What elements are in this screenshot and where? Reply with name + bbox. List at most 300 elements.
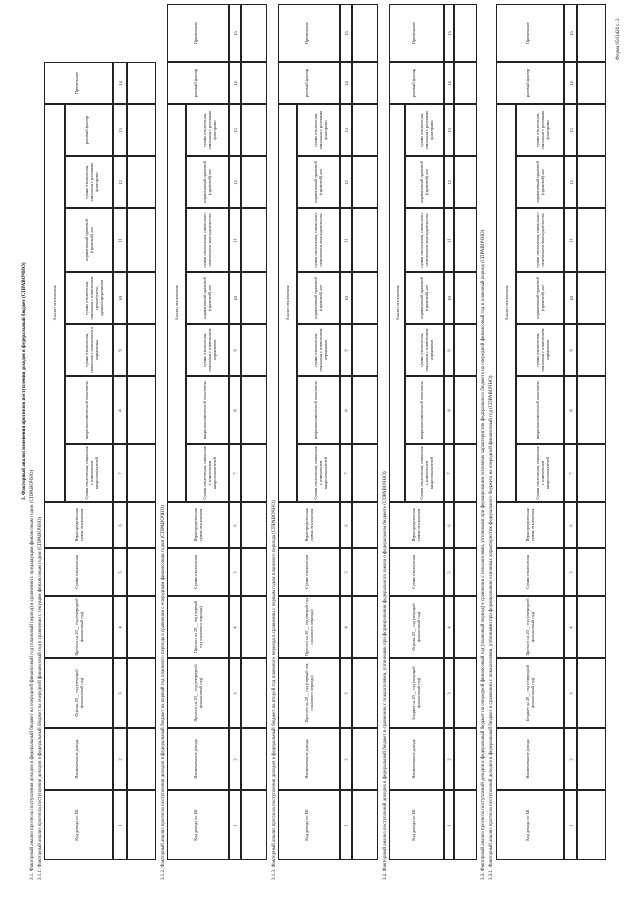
data-cell[interactable] [577,658,606,728]
column-header-label: Код дохода по БК [73,809,79,841]
data-cell[interactable] [454,444,477,502]
column-number-cell [564,324,577,376]
data-cell[interactable] [352,548,378,596]
column-number: 4 [232,625,238,629]
data-cell[interactable] [241,156,267,208]
column-number: 14 [232,80,238,86]
column-number: 11 [446,237,452,243]
data-cell[interactable] [577,62,606,104]
column-number-cell [340,4,352,62]
data-cell[interactable] [127,104,156,156]
column-number-cell [229,104,241,156]
column-number-cell [340,104,352,156]
column-number-cell [444,548,455,596]
section-title: 3.1.3. Факторный анализ прогноза поступления доходов в федеральный бюджет на второй год планового периода в сравнении с первым годом планового периода (СПРАВОЧНО) [272,500,277,880]
column-number-cell [229,4,241,62]
column-number-cell [340,324,352,376]
column-number: 3 [446,691,452,695]
column-header [278,4,340,62]
column-number-cell [229,272,241,324]
column-header-label: Нераспределенная сумма отклонения [73,508,84,542]
column-header-label: Сумма отклонения [411,555,417,589]
data-cell[interactable] [352,728,378,790]
data-cell[interactable] [127,62,156,104]
data-cell[interactable] [352,62,378,104]
column-header-label: Бюджет на 20__ год (очередной финансовый год) [525,664,536,722]
column-header-label: Оценка 20__ год (текущий финансовый год) [73,669,84,717]
column-number-cell [340,790,352,860]
data-cell[interactable] [127,376,156,444]
column-header-label: нормативный правовой (правовой) акт [535,161,546,203]
column-number-cell [340,548,352,596]
column-number-cell [113,790,126,860]
column-number-cell [113,502,126,548]
data-cell[interactable] [577,4,606,62]
data-cell[interactable] [454,272,477,324]
column-header [167,4,229,62]
data-cell[interactable] [241,596,267,658]
column-number: 9 [343,348,349,352]
column-header [278,548,340,596]
data-cell[interactable] [577,790,606,860]
column-number-cell [444,156,455,208]
column-number: 3 [343,691,349,695]
data-cell[interactable] [454,104,477,156]
column-header [496,4,564,62]
column-number-cell [444,62,455,104]
column-header-label: Прогноз на 20__ год (очередной финансовый год) [73,598,84,656]
data-cell[interactable] [127,156,156,208]
column-header-label: разовый фактор [525,68,531,98]
column-header-label: Код дохода по БК [304,809,309,841]
column-number-cell [113,444,126,502]
column-number: 3 [232,691,238,695]
data-cell[interactable] [454,376,477,444]
column-number: 3 [117,691,123,695]
column-number: 14 [446,80,452,86]
data-cell[interactable] [352,104,378,156]
column-number: 14 [343,80,349,86]
column-number: 6 [117,523,123,527]
column-number: 1 [568,823,574,827]
column-number: 11 [232,237,238,243]
column-header-label: макроэкономический показатель [313,380,319,440]
column-number-cell [340,444,352,502]
column-number: 7 [568,471,574,475]
column-number-cell [229,376,241,444]
column-header-label: Нераспределенная сумма отклонения [525,508,536,542]
column-number: 5 [568,570,574,574]
column-header-label: сумма отклонения, связанная с разовыми факторами [419,110,435,150]
data-cell[interactable] [577,156,606,208]
column-number-cell [229,62,241,104]
column-number-cell [113,324,126,376]
column-header-label: Бюджет на 20__ год (текущий финансовый год) [411,666,422,720]
column-number-cell [113,208,126,272]
column-header [167,790,229,860]
column-number: 4 [568,625,574,629]
data-cell[interactable] [241,790,267,860]
column-number: 13 [568,127,574,133]
data-cell[interactable] [454,502,477,548]
column-header-label: Код дохода по БК [525,809,531,841]
column-header-label: макроэкономический показатель [535,380,541,440]
section-subtitle: 3.3.1. Факторный анализ прогноза поступлений доходов в федеральный бюджет в сравнении с показателями, учтенными при формировании основных характеристик федерального бюджета на очередной финансовый год (СПРАВОЧНО) [489,375,494,880]
column-number-cell [113,596,126,658]
column-number: 6 [343,523,349,527]
column-number: 10 [568,295,574,301]
column-number-cell [564,502,577,548]
data-cell[interactable] [241,62,267,104]
column-header-label: Сумма отклонения [193,555,198,589]
column-number: 5 [343,570,349,574]
column-number: 8 [568,408,574,412]
column-number: 1 [446,823,452,827]
column-number: 5 [446,570,452,574]
column-number: 10 [232,295,238,301]
column-number: 9 [117,348,123,352]
section-subtitle: 3.1.1. Факторный анализ прогноза поступления доходов в федеральный бюджет на очередной финансовый год в сравнении с текущим финансовым годом (СПРАВОЧНО) [38,516,43,880]
column-header-label: разовый фактор [84,115,90,145]
column-header [405,376,443,444]
group-header-label: Анализ отклонения [174,285,180,321]
data-cell[interactable] [454,596,477,658]
data-cell[interactable] [352,324,378,376]
column-header-label: Прогноз на 20__ год (первый год планового периода) [304,663,314,723]
column-number-cell [340,208,352,272]
column-number-cell [340,376,352,444]
data-cell[interactable] [454,4,477,62]
column-header-label: Прогноз на 20__ год (первый год планового периода) [193,601,203,653]
column-header-label: разовый фактор [193,68,198,98]
column-number-cell [444,790,455,860]
data-cell[interactable] [577,728,606,790]
data-cell[interactable] [577,104,606,156]
data-cell[interactable] [127,272,156,324]
group-header-label: Анализ отклонения [285,285,291,321]
column-header-label: Наименование дохода [411,739,417,779]
column-number-cell [340,156,352,208]
section-title: 3.1. Факторный анализ прогноза поступления доходов в федеральный бюджет на очередной финансовый год (плановый период) в сравнении с предыдущим финансовым годом (СПРАВОЧНО) [30,469,35,880]
column-header-label: сумма отклонения, связанная с изменением законодательства [313,212,324,268]
column-header [496,728,564,790]
column-number: 11 [343,237,349,243]
column-number: 1 [117,823,123,827]
data-cell[interactable] [241,104,267,156]
column-number: 8 [343,408,349,412]
column-header-label: макроэкономический показатель [202,380,208,440]
data-cell[interactable] [454,658,477,728]
column-number: 8 [117,408,123,412]
data-cell[interactable] [352,658,378,728]
data-cell[interactable] [352,4,378,62]
column-header [65,104,114,156]
column-header-label: сумма отклонения, связанная с изменением сроков/учета, администрирования [84,276,105,320]
column-header-label: Сумма отклонения, связанная с изменением макропоказателей [535,446,551,500]
column-number-cell [444,4,455,62]
column-header [65,376,114,444]
column-header-label: Нераспределенная сумма отклонения [411,508,422,542]
column-number-cell [340,62,352,104]
column-header-label: сумма отклонения, связанная с изменением законодательства [202,212,213,268]
column-header [516,376,564,444]
column-header [186,376,229,444]
data-cell[interactable] [577,376,606,444]
column-header [389,62,444,104]
column-header-label: Нераспределенная сумма отклонения [304,508,314,542]
column-header-label: сумма отклонения, связанная с разовыми факторами [535,110,551,150]
column-header-label: Сумма отклонения [525,555,531,589]
column-header-label: Наименование дохода [525,739,531,779]
column-number-cell [229,502,241,548]
data-cell[interactable] [577,208,606,272]
column-header [278,62,340,104]
column-number: 14 [568,80,574,86]
column-header-label: сумма отклонения, связанная с разовыми факторами [313,110,329,150]
column-header-label: сумма отклонения, связанная с изменением нормативов [313,328,329,372]
column-number-cell [340,272,352,324]
column-number-cell [564,104,577,156]
column-number-cell [444,104,455,156]
data-cell[interactable] [127,658,156,728]
data-cell[interactable] [352,790,378,860]
column-number: 8 [232,408,238,412]
column-header [496,548,564,596]
column-header-label: разовый фактор [411,68,417,98]
column-number: 9 [232,348,238,352]
group-header-label: Анализ отклонения [52,285,58,321]
data-cell[interactable] [352,156,378,208]
column-header-label: сумма отклонения, связанная с изменением законодательства [419,212,430,268]
column-number-cell [444,658,455,728]
column-number-cell [229,790,241,860]
column-header [278,790,340,860]
column-number-cell [564,596,577,658]
column-number: 8 [446,408,452,412]
section-title: 3.3. Факторный анализ прогноза поступлений доходов в федеральный бюджет на очередной финансовый год (плановый период) в сравнении с показателями, учтенными при формировании основных характеристик федерального бюджета на очередной финансовый год и плановый период (СПРАВОЧНО) [481,229,486,880]
form-label: Форма 0503426 с. 2 [616,18,621,60]
column-header-label: Прогноз на 20__ год (второй год планового периода) [304,598,314,656]
column-header-label: сумма отклонения, связанная с изменением законодательства [535,212,546,268]
column-number: 11 [568,237,574,243]
data-cell[interactable] [352,376,378,444]
column-number: 7 [117,471,123,475]
column-number: 2 [568,757,574,761]
column-number: 1 [343,823,349,827]
column-header-label: сумма отклонения, связанная с изменением в нормативах [84,327,100,373]
column-number: 12 [568,179,574,185]
column-header-label: нормативный правовой (правовой) акт [419,161,430,203]
data-cell[interactable] [454,208,477,272]
column-number-cell [564,790,577,860]
column-number-cell [113,728,126,790]
data-cell[interactable] [577,272,606,324]
column-number-cell [229,208,241,272]
column-number: 13 [232,127,238,133]
column-number: 7 [343,471,349,475]
column-number-cell [564,376,577,444]
data-cell[interactable] [454,790,477,860]
column-number-cell [444,376,455,444]
column-header-label: Наименование дохода [304,739,309,779]
column-number-cell [444,444,455,502]
column-header [389,790,444,860]
data-cell[interactable] [241,4,267,62]
column-header-label: Прогноз на 20__ год (очередной финансовый год) [525,598,536,656]
data-cell[interactable] [241,444,267,502]
column-number: 12 [117,179,123,185]
column-number: 6 [446,523,452,527]
column-number: 12 [446,179,452,185]
column-number: 5 [232,570,238,574]
column-header-label: нормативный правовой (правовой) акт [535,277,546,319]
data-cell[interactable] [241,208,267,272]
column-number-cell [229,548,241,596]
data-cell[interactable] [454,548,477,596]
data-cell[interactable] [127,502,156,548]
column-number: 1 [232,823,238,827]
column-header [297,376,340,444]
column-header-label: нормативный правовой (правовой) акт [202,161,213,203]
column-number: 7 [446,471,452,475]
column-header-label: сумма отклонения, связанная с разовыми факторами [202,110,218,150]
data-cell[interactable] [241,502,267,548]
column-header-label: Примечание [525,21,531,45]
column-number: 15 [446,30,452,36]
column-number: 10 [117,295,123,301]
column-header [167,728,229,790]
column-number: 2 [117,757,123,761]
data-cell[interactable] [352,208,378,272]
column-header-label: Сумма отклонения, связанная с изменением макропоказателей [419,446,435,500]
column-number-cell [444,502,455,548]
data-cell[interactable] [577,596,606,658]
data-cell[interactable] [127,444,156,502]
column-header-label: сумма отклонения, связанная с изменением нормативов [535,328,551,372]
column-number: 4 [446,625,452,629]
column-number-cell [564,156,577,208]
data-cell[interactable] [577,548,606,596]
data-cell[interactable] [352,596,378,658]
column-number-cell [113,104,126,156]
column-number: 15 [343,30,349,36]
column-number-cell [564,62,577,104]
column-header-label: макроэкономический показатель [84,380,90,440]
data-cell[interactable] [241,728,267,790]
data-cell[interactable] [454,62,477,104]
column-number-cell [229,728,241,790]
column-number: 9 [446,348,452,352]
section-title: 3.2. Факторный анализ поступлений доходов в федеральный бюджет в сравнении с показателями, учтенными при формировании федерального закона о федеральном бюджете (СПРАВОЧНО) [383,471,388,880]
data-cell[interactable] [241,548,267,596]
column-header-label: разовый фактор [304,68,309,98]
data-cell[interactable] [127,790,156,860]
column-header-label: нормативный правовой (правовой) акт [313,277,324,319]
column-header-label: нормативный правовой (правовой) акт [419,277,430,319]
column-number: 10 [446,295,452,301]
column-number-cell [340,658,352,728]
data-cell[interactable] [454,728,477,790]
column-header [496,790,564,860]
data-cell[interactable] [241,658,267,728]
data-cell[interactable] [127,324,156,376]
column-header-label: Нераспределенная сумма отклонения [193,508,203,542]
column-number: 2 [446,757,452,761]
column-number: 13 [343,127,349,133]
column-number: 11 [117,237,123,243]
group-header-label: Анализ отклонения [504,285,510,321]
data-cell[interactable] [241,324,267,376]
column-number-cell [340,728,352,790]
column-header-label: Сумма отклонения [304,555,309,589]
column-number-cell [229,324,241,376]
column-header-label: Сумма отклонения, связанная с изменением макропоказателей [84,446,100,500]
column-number-cell [444,324,455,376]
column-number-cell [564,4,577,62]
data-cell[interactable] [352,272,378,324]
section3-title: 3. Факторный анализ изменения прогнозов поступления доходов в федеральный бюджет (СПРАВОЧНО) [22,262,27,500]
data-cell[interactable] [577,502,606,548]
column-number: 9 [568,348,574,352]
column-header-label: Сумма отклонения, связанная с изменением макропоказателей [202,446,218,500]
column-header-label: Наименование дохода [73,739,79,779]
data-cell[interactable] [352,444,378,502]
column-header [389,728,444,790]
column-header-label: нормативный правовой (правовой) акт [84,219,95,261]
column-header-label: Наименование дохода [193,739,198,779]
data-cell[interactable] [577,324,606,376]
column-header-label: Код дохода по БК [193,809,198,841]
column-header-label: нормативный правовой (правовой) акт [313,161,324,203]
data-cell[interactable] [127,728,156,790]
column-number: 13 [117,127,123,133]
data-cell[interactable] [454,324,477,376]
column-header-label: Код дохода по БК [411,809,417,841]
column-header-label: Примечание [411,21,417,45]
column-number-cell [113,548,126,596]
data-cell[interactable] [241,376,267,444]
column-number: 14 [117,80,123,86]
column-header-label: сумма отклонения, связанная с изменением нормативов [202,328,218,372]
column-number-cell [444,272,455,324]
column-number: 2 [232,757,238,761]
column-number: 4 [343,625,349,629]
data-cell[interactable] [454,156,477,208]
column-number-cell [564,444,577,502]
column-number-cell [229,596,241,658]
column-number-cell [444,728,455,790]
column-header-label: Сумма отклонения [73,555,79,589]
data-cell[interactable] [577,444,606,502]
data-cell[interactable] [352,502,378,548]
data-cell[interactable] [241,272,267,324]
column-header [389,4,444,62]
data-cell[interactable] [127,208,156,272]
column-header-label: Сумма отклонения, связанная с изменением макропоказателей [313,446,329,500]
column-header-label: Оценка 20__ год (текущий финансовый год) [411,603,422,651]
column-number-cell [564,548,577,596]
column-number: 2 [343,757,349,761]
column-number: 7 [232,471,238,475]
data-cell[interactable] [127,548,156,596]
column-header [167,548,229,596]
column-number-cell [340,596,352,658]
column-number: 4 [117,625,123,629]
data-cell[interactable] [127,596,156,658]
column-number: 6 [232,523,238,527]
column-number-cell [113,376,126,444]
column-header [278,728,340,790]
